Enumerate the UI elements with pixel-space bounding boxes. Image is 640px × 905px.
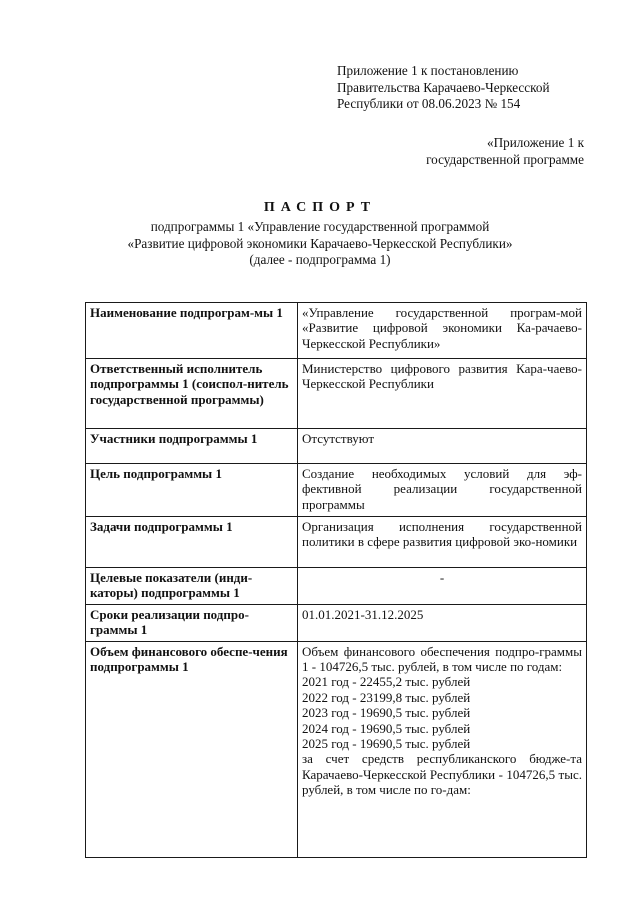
- subtitle-line-2: «Развитие цифровой экономики Карачаево-Черкесской Республики»: [127, 235, 513, 251]
- table-row: [86, 568, 587, 605]
- row-label: Объем финансового обеспе-чения подпрограммы 1: [86, 641, 298, 857]
- financing-outro: за счет средств республиканского бюдже-та Карачаево-Черкесской Республики - 104726,5 тыс. рублей, в том числе по го-дам:: [302, 751, 582, 798]
- table-row: [86, 464, 587, 517]
- appendix-reference: [426, 135, 584, 168]
- table-row: [86, 641, 587, 857]
- row-value: 01.01.2021-31.12.2025: [298, 604, 587, 641]
- table-row: [86, 429, 587, 464]
- table-row: [86, 517, 587, 568]
- row-value-financing: [298, 641, 587, 857]
- row-label: Ответственный исполнитель подпрограммы 1 (соиспол-нитель государственной программы): [86, 359, 298, 429]
- row-label: Участники подпрограммы 1: [86, 429, 298, 464]
- document-subtitle: [60, 219, 580, 269]
- resolution-line-2: Правительства Карачаево-Черкесской: [337, 79, 550, 95]
- financing-intro: Объем финансового обеспечения подпро-граммы 1 - 104726,5 тыс. рублей, в том числе по годам:: [302, 643, 582, 675]
- row-value: Организация исполнения государственной политики в сфере развития цифровой эко-номики: [298, 517, 587, 568]
- row-value: Создание необходимых условий для эф-фективной реализации государственной программы: [298, 464, 587, 517]
- row-label: Задачи подпрограммы 1: [86, 517, 298, 568]
- document-title: ПАСПОРТ: [263, 200, 377, 215]
- financing-year-2021: 2021 год - 22455,2 тыс. рублей: [302, 674, 471, 690]
- row-label: Наименование подпрограм-мы 1: [86, 303, 298, 359]
- financing-year-2024: 2024 год - 19690,5 тыс. рублей: [302, 720, 471, 736]
- row-label: Целевые показатели (инди-каторы) подпрограммы 1: [86, 568, 298, 605]
- row-label: Сроки реализации подпро-граммы 1: [86, 604, 298, 641]
- resolution-reference: [337, 63, 597, 113]
- row-value: Отсутствуют: [298, 429, 587, 464]
- table-row: [86, 359, 587, 429]
- resolution-line-3: Республики от 08.06.2023 № 154: [337, 96, 521, 111]
- row-value: -: [298, 568, 587, 605]
- table-row: [86, 604, 587, 641]
- financing-year-2023: 2023 год - 19690,5 тыс. рублей: [302, 705, 471, 721]
- resolution-line-1: Приложение 1 к постановлению: [337, 63, 519, 78]
- subtitle-line-3: (далее - подпрограмма 1): [249, 252, 391, 268]
- row-value: Министерство цифрового развития Кара-чаево-Черкесской Республики: [298, 359, 587, 429]
- table-row: [86, 303, 587, 359]
- passport-table: [85, 302, 587, 858]
- appendix-line-1: «Приложение 1 к: [487, 135, 584, 150]
- row-value: «Управление государственной програм-мой «Развитие цифровой экономики Ка-рачаево-Черкесской Республики»: [298, 303, 587, 359]
- row-label: Цель подпрограммы 1: [86, 464, 298, 517]
- subtitle-line-1: подпрограммы 1 «Управление государственной программой: [150, 219, 490, 234]
- financing-year-2025: 2025 год - 19690,5 тыс. рублей: [302, 736, 471, 752]
- appendix-line-2: государственной программе: [426, 151, 584, 167]
- financing-year-2022: 2022 год - 23199,8 тыс. рублей: [302, 689, 471, 705]
